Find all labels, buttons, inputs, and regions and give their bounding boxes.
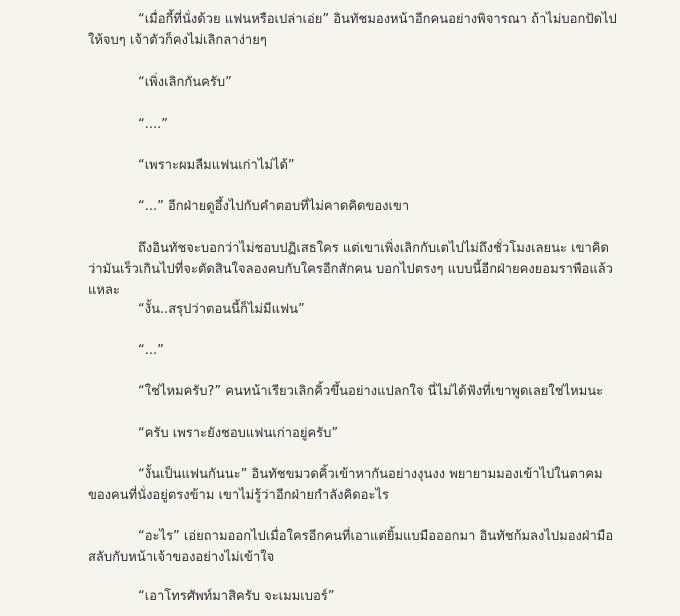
- paragraph: “ใช่ไหมครับ?” คนหน้าเรียวเลิกคิ้วขึ้นอย่างแปลกใจ นี่ไม่ได้ฟังที่เขาพูดเลยใช่ไหมนะ: [138, 384, 604, 399]
- paragraph: ถึงอินทัชจะบอกว่าไม่ชอบปฏิเสธใคร แต่เขาเพิ่งเลิกกับเตไปไม่ถึงชั่วโมงเลยนะ เขาคิดว่ามันเร็วเกินไปที่จะตัดสินใจลองคบกับใครอีกสักคน บอกไปตรงๆ แบบนี้อีกฝ่ายคงยอมราพือแล้วแหละ: [88, 241, 613, 298]
- paragraph: “ครับ เพราะยังชอบแฟนเก่าอยู่ครับ”: [138, 426, 339, 441]
- paragraph: “อะไร” เอ่ยถามออกไปเมื่อใครอีกคนที่เอาแต่ยิ้มแบมือออกมา อินทัชก้มลงไปมองฝ่ามือสลับกับหน้าเจ้าของอย่างไม่เข้าใจ: [88, 529, 614, 565]
- paragraph: “เพราะผมลืมแฟนเก่าไม่ได้”: [138, 158, 295, 173]
- paragraph: “เอาโทรศัพท์มาสิครับ จะเมมเบอร์”: [138, 589, 335, 604]
- paragraph: “...”: [138, 343, 164, 358]
- paragraph: “....”: [138, 117, 168, 132]
- paragraph: “เมื่อกี้ที่นั่งด้วย แฟนหรือเปล่าเอ่ย” อินทัชมองหน้าอีกคนอย่างพิจารณา ถ้าไม่บอกปัดไปให้จบๆ เจ้าตัวก็คงไม่เลิกลาง่ายๆ: [88, 12, 617, 48]
- paragraph: “เพิ่งเลิกกันครับ”: [138, 75, 232, 90]
- paragraph: “งั้น..สรุปว่าตอนนี้ก็ไม่มีแฟน”: [138, 302, 305, 317]
- paragraph: “งั้นเป็นแฟนกันนะ” อินทัชขมวดคิ้วเข้าหากันอย่างงุนงง พยายามมองเข้าไปในตาคมของคนที่นั่งอยู่ตรงข้าม เขาไม่รู้ว่าอีกฝ่ายกำลังคิดอะไร: [88, 467, 603, 503]
- paragraph: “...” อีกฝ่ายดูอึ้งไปกับคำตอบที่ไม่คาดคิดของเขา: [138, 199, 410, 214]
